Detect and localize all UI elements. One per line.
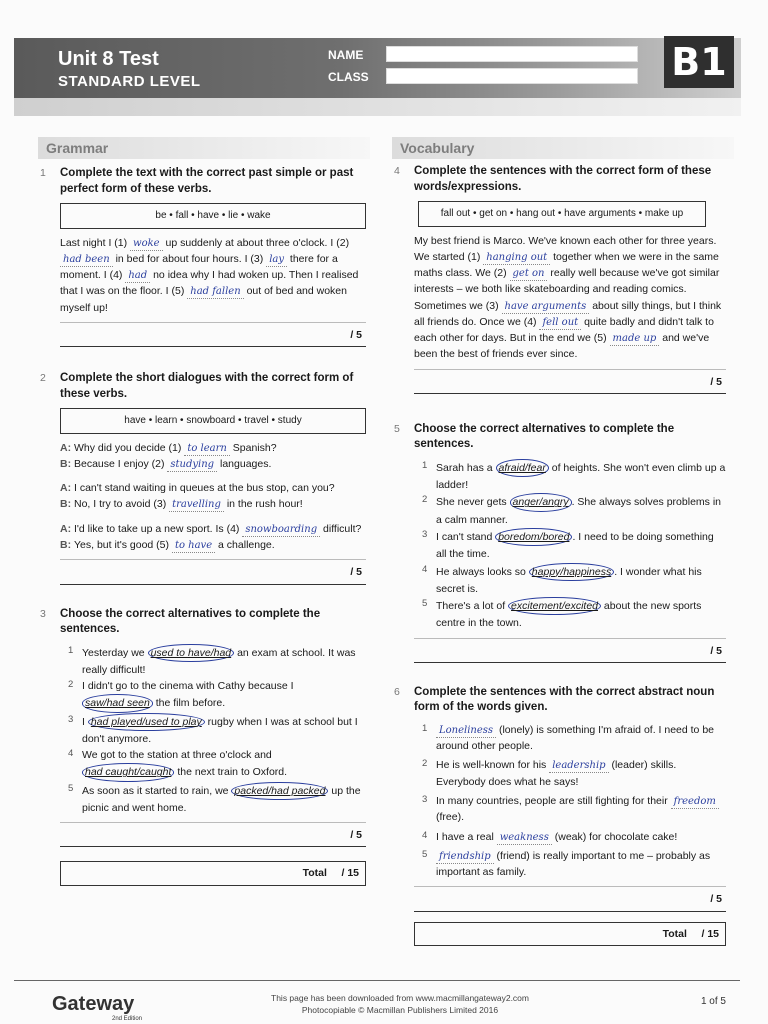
ex2-number: 2 <box>40 372 46 385</box>
list-item <box>414 848 726 881</box>
ex2-text-part: No, I try to avoid (3) <box>74 498 167 511</box>
ex6-answer[interactable]: Loneliness <box>436 725 496 738</box>
item-text: the film before. <box>152 697 226 710</box>
item-text: (weak) for chocolate cake! <box>551 830 678 843</box>
ex1-number: 1 <box>40 167 46 179</box>
ex1-instruction-text: Complete the text with the correct past simple or past perfect form of these verbs. <box>60 167 354 195</box>
ex4-text-part: really well because we've got similar interests – we both like skateboarding and reading comics. Sometimes we (3) <box>414 267 720 312</box>
ex1-answer-1[interactable]: woke <box>130 238 163 251</box>
test-header <box>14 38 741 98</box>
ex5-score: / 5 <box>414 638 726 663</box>
ex4-score: / 5 <box>414 369 726 394</box>
download-note: This page has been downloaded from www.macmillangateway2.com <box>271 993 529 1003</box>
ex6-score: / 5 <box>414 886 726 911</box>
ex2-answer-5[interactable]: to have <box>172 540 215 553</box>
ex3-score: / 5 <box>60 822 366 847</box>
list-item <box>414 597 726 632</box>
ex6-answer[interactable]: friendship <box>436 851 494 864</box>
ex3-list <box>40 644 366 817</box>
ex4-instruction-text: Complete the sentences with the correct form of these words/expressions. <box>414 165 712 193</box>
ex1-text-part: no idea why I had woken up. Then I realised that I was on the floor. I (5) <box>60 269 359 298</box>
section-grammar: Grammar <box>38 137 370 159</box>
ex2-score: / 5 <box>60 559 366 584</box>
item-text: about the new sports centre in the town. <box>436 600 702 630</box>
speaker-a: A: <box>60 522 72 535</box>
list-item <box>60 782 366 817</box>
ex1-score: / 5 <box>60 322 366 347</box>
item-text: He always looks so <box>436 565 529 578</box>
ex2-text-part: languages. <box>220 457 272 470</box>
item-text: the next train to Oxford. <box>174 766 288 779</box>
alternatives-choice[interactable]: happy/happiness <box>529 563 614 581</box>
list-item <box>414 757 726 790</box>
item-number: 2 <box>422 494 428 506</box>
copyright-note: Photocopiable © Macmillan Publishers Limited 2016 <box>301 1004 499 1015</box>
alternatives-choice[interactable]: used to have/had <box>148 644 235 662</box>
ex2-line <box>60 537 366 553</box>
ex3-instruction <box>40 607 366 638</box>
ex1-answer-3[interactable]: lay <box>266 254 287 267</box>
list-item <box>60 678 366 713</box>
ex2-instruction-text: Complete the short dialogues with the correct form of these verbs. <box>60 372 354 400</box>
list-item <box>60 644 366 679</box>
ex2-word-box: have • learn • snowboard • travel • study <box>60 408 366 434</box>
speaker-b: B: <box>60 457 72 470</box>
ex2-dialogues <box>40 440 366 554</box>
ex3-number: 3 <box>40 607 46 620</box>
name-field[interactable] <box>386 46 638 62</box>
ex1-text-part: out of bed and woken myself up! <box>60 285 347 314</box>
item-number: 5 <box>422 848 428 860</box>
ex4-text-part: quite badly and didn't talk to each other for days. But in the end we (5) <box>414 315 714 345</box>
ex5-number: 5 <box>394 422 400 435</box>
ex6-answer[interactable]: leadership <box>549 760 608 773</box>
speaker-b: B: <box>60 498 72 511</box>
ex6-answer[interactable]: weakness <box>497 832 552 845</box>
item-text: (free). <box>436 811 465 824</box>
header-shade <box>14 98 741 116</box>
section-vocabulary: Vocabulary <box>392 137 734 159</box>
alternatives-choice[interactable]: had played/used to play <box>88 713 205 731</box>
list-item <box>414 829 726 845</box>
alternatives-choice[interactable]: boredom/bored <box>495 528 572 546</box>
ex4-instruction <box>394 164 726 195</box>
ex2-line <box>60 480 366 496</box>
class-field[interactable] <box>386 68 638 84</box>
ex2-text-part: difficult? <box>323 522 362 535</box>
ex6-instruction <box>394 685 726 716</box>
ex6-list <box>394 722 726 880</box>
item-text: Sarah has a <box>436 461 496 474</box>
ex2-text-part: Spanish? <box>232 441 277 454</box>
alternatives-choice[interactable]: anger/angry <box>510 493 572 511</box>
item-number: 4 <box>422 563 428 575</box>
speaker-a: A: <box>60 482 72 495</box>
ex2-text-part: a challenge. <box>218 538 275 551</box>
ex1-text-part: Last night I (1) <box>60 236 128 249</box>
ex4-answer-2[interactable]: get on <box>510 268 548 281</box>
ex2-answer-2[interactable]: studying <box>167 459 217 472</box>
footer-note <box>250 993 550 1017</box>
ex2-line <box>60 496 366 512</box>
ex1-text-part: up suddenly at about three o'clock. I (2) <box>165 236 350 249</box>
item-number: 2 <box>68 679 74 691</box>
ex2-instruction <box>40 371 366 402</box>
ex4-answer-1[interactable]: hanging out <box>483 252 550 265</box>
ex1-answer-5[interactable]: had fallen <box>187 286 243 299</box>
ex2-text-part: Because I enjoy (2) <box>74 457 165 470</box>
ex6-instruction-text: Complete the sentences with the correct abstract noun form of the words given. <box>414 685 715 714</box>
item-text: (lonely) is something I'm afraid of. I need to be around other people. <box>436 723 714 753</box>
ex2-text-part: I can't stand waiting in queues at the bus stop, can you? <box>74 482 335 495</box>
item-text: rugby when I was at school but I don't anymore. <box>82 715 358 745</box>
ex2-text-part: Yes, but it's good (5) <box>74 538 170 551</box>
ex2-line <box>60 456 366 472</box>
item-text: I <box>82 715 88 728</box>
item-number: 4 <box>422 829 428 841</box>
ex5-instruction <box>394 422 726 453</box>
item-text: . I wonder what his secret is. <box>436 565 702 595</box>
alternatives-choice[interactable]: packed/had packed <box>231 782 328 800</box>
item-text: Yesterday we <box>82 646 148 659</box>
item-text: We got to the station at three o'clock and <box>82 749 272 762</box>
ex2-text-part: in the rush hour! <box>226 498 303 511</box>
list-item <box>60 713 366 748</box>
ex4-text <box>394 233 726 363</box>
item-text: In many countries, people are still fighting for their <box>436 794 671 807</box>
grammar-column <box>40 166 366 886</box>
ex4-answer-3[interactable]: have arguments <box>502 301 590 314</box>
ex2-line <box>60 440 366 456</box>
ex4-text-part: and we've been the best of friends ever since. <box>414 332 710 361</box>
total-value: / 15 <box>701 927 719 940</box>
ex5-instruction-text: Choose the correct alternatives to complete the sentences. <box>414 422 675 451</box>
speaker-b: B: <box>60 538 72 551</box>
item-number: 3 <box>422 529 428 541</box>
item-number: 1 <box>422 722 428 734</box>
vocabulary-total <box>414 922 726 946</box>
item-number: 1 <box>68 644 74 656</box>
ex2-line <box>60 521 366 537</box>
item-number: 1 <box>422 459 428 471</box>
total-label: Total <box>302 867 327 880</box>
item-text: . She always solves problems in a calm manner. <box>436 496 721 526</box>
gateway-logo: Gateway <box>52 993 135 1015</box>
test-title: Unit 8 Test <box>58 48 159 70</box>
list-item <box>414 528 726 563</box>
ex6-number: 6 <box>394 685 400 698</box>
item-text: of heights. She won't even climb up a ladder! <box>436 461 726 492</box>
ex1-word-box: be • fall • have • lie • wake <box>60 203 366 229</box>
list-item <box>60 747 366 782</box>
ex5-list <box>394 459 726 632</box>
total-value: / 15 <box>341 867 359 880</box>
alternatives-choice[interactable]: saw/had seen <box>82 694 153 712</box>
ex1-text-part: there for a moment. I (4) <box>60 252 338 282</box>
item-text: I can't stand <box>436 531 496 544</box>
ex2-text-part: I'd like to take up a new sport. Is (4) <box>74 522 240 535</box>
list-item <box>414 563 726 598</box>
item-number: 4 <box>68 748 74 760</box>
item-number: 3 <box>422 793 428 805</box>
item-text: (friend) is really important to me – probably as important as family. <box>436 849 711 879</box>
class-label: CLASS <box>328 70 369 84</box>
item-number: 3 <box>68 713 74 725</box>
item-text: He is well-known for his <box>436 759 550 772</box>
list-item <box>414 722 726 755</box>
ex1-text-part: in bed for about four hours. I (3) <box>115 252 264 265</box>
speaker-a: A: <box>60 441 72 454</box>
list-item <box>414 493 726 528</box>
item-text: an exam at school. It was really difficult! <box>82 646 356 676</box>
ex1-text <box>40 235 366 316</box>
item-number: 5 <box>68 782 74 794</box>
total-label: Total <box>662 927 687 940</box>
ex4-word-box: fall out • get on • hang out • have arguments • make up <box>418 201 706 227</box>
ex4-number: 4 <box>394 165 400 177</box>
list-item <box>414 793 726 826</box>
ex4-answer-4[interactable]: fell out <box>539 317 581 330</box>
ex4-text-part: My best friend is Marco. We've known each other for three years. We started (1) <box>414 234 717 263</box>
ex2-answer-1[interactable]: to learn <box>184 443 230 456</box>
name-label: NAME <box>328 48 364 62</box>
item-text: There's a lot of <box>436 600 509 613</box>
ex1-answer-2[interactable]: had been <box>60 254 113 267</box>
ex2-text-part: Why did you decide (1) <box>74 441 182 454</box>
item-text: I didn't go to the cinema with Cathy because I <box>82 680 294 693</box>
vocabulary-column <box>394 164 726 946</box>
ex4-answer-5[interactable]: made up <box>610 333 660 346</box>
alternatives-choice[interactable]: afraid/fear <box>496 459 549 477</box>
item-text: As soon as it started to rain, we <box>82 784 232 797</box>
item-text: I have a real <box>436 830 497 843</box>
ex6-answer[interactable]: freedom <box>671 796 719 809</box>
ex1-answer-4[interactable]: had <box>125 270 150 283</box>
ex2-answer-4[interactable]: snowboarding <box>242 524 320 537</box>
page-number: 1 of 5 <box>700 996 726 1007</box>
grammar-total <box>60 861 366 885</box>
item-text: . I need to be doing something all the time. <box>436 531 714 561</box>
ex4-text-part: together when we were in the same maths class. We (2) <box>414 250 719 280</box>
test-level: STANDARD LEVEL <box>58 73 201 90</box>
item-number: 2 <box>422 758 428 770</box>
level-badge: B1 <box>664 36 734 88</box>
edition-label: 2nd Edition <box>112 1016 143 1022</box>
ex3-instruction-text: Choose the correct alternatives to complete the sentences. <box>60 607 321 636</box>
ex4-text-part: about silly things, but I think all friends do. Once we (4) <box>414 299 722 328</box>
footer-divider <box>14 980 740 981</box>
ex2-answer-3[interactable]: travelling <box>169 499 224 512</box>
item-number: 5 <box>422 598 428 610</box>
alternatives-choice[interactable]: had caught/caught <box>82 763 174 781</box>
list-item <box>414 459 726 494</box>
ex1-instruction <box>40 166 366 197</box>
item-text: (leader) skills. Everybody does what he says! <box>436 759 677 788</box>
item-text: She never gets <box>436 496 510 509</box>
item-text: up the picnic and went home. <box>82 784 361 814</box>
alternatives-choice[interactable]: excitement/excited <box>508 597 601 615</box>
